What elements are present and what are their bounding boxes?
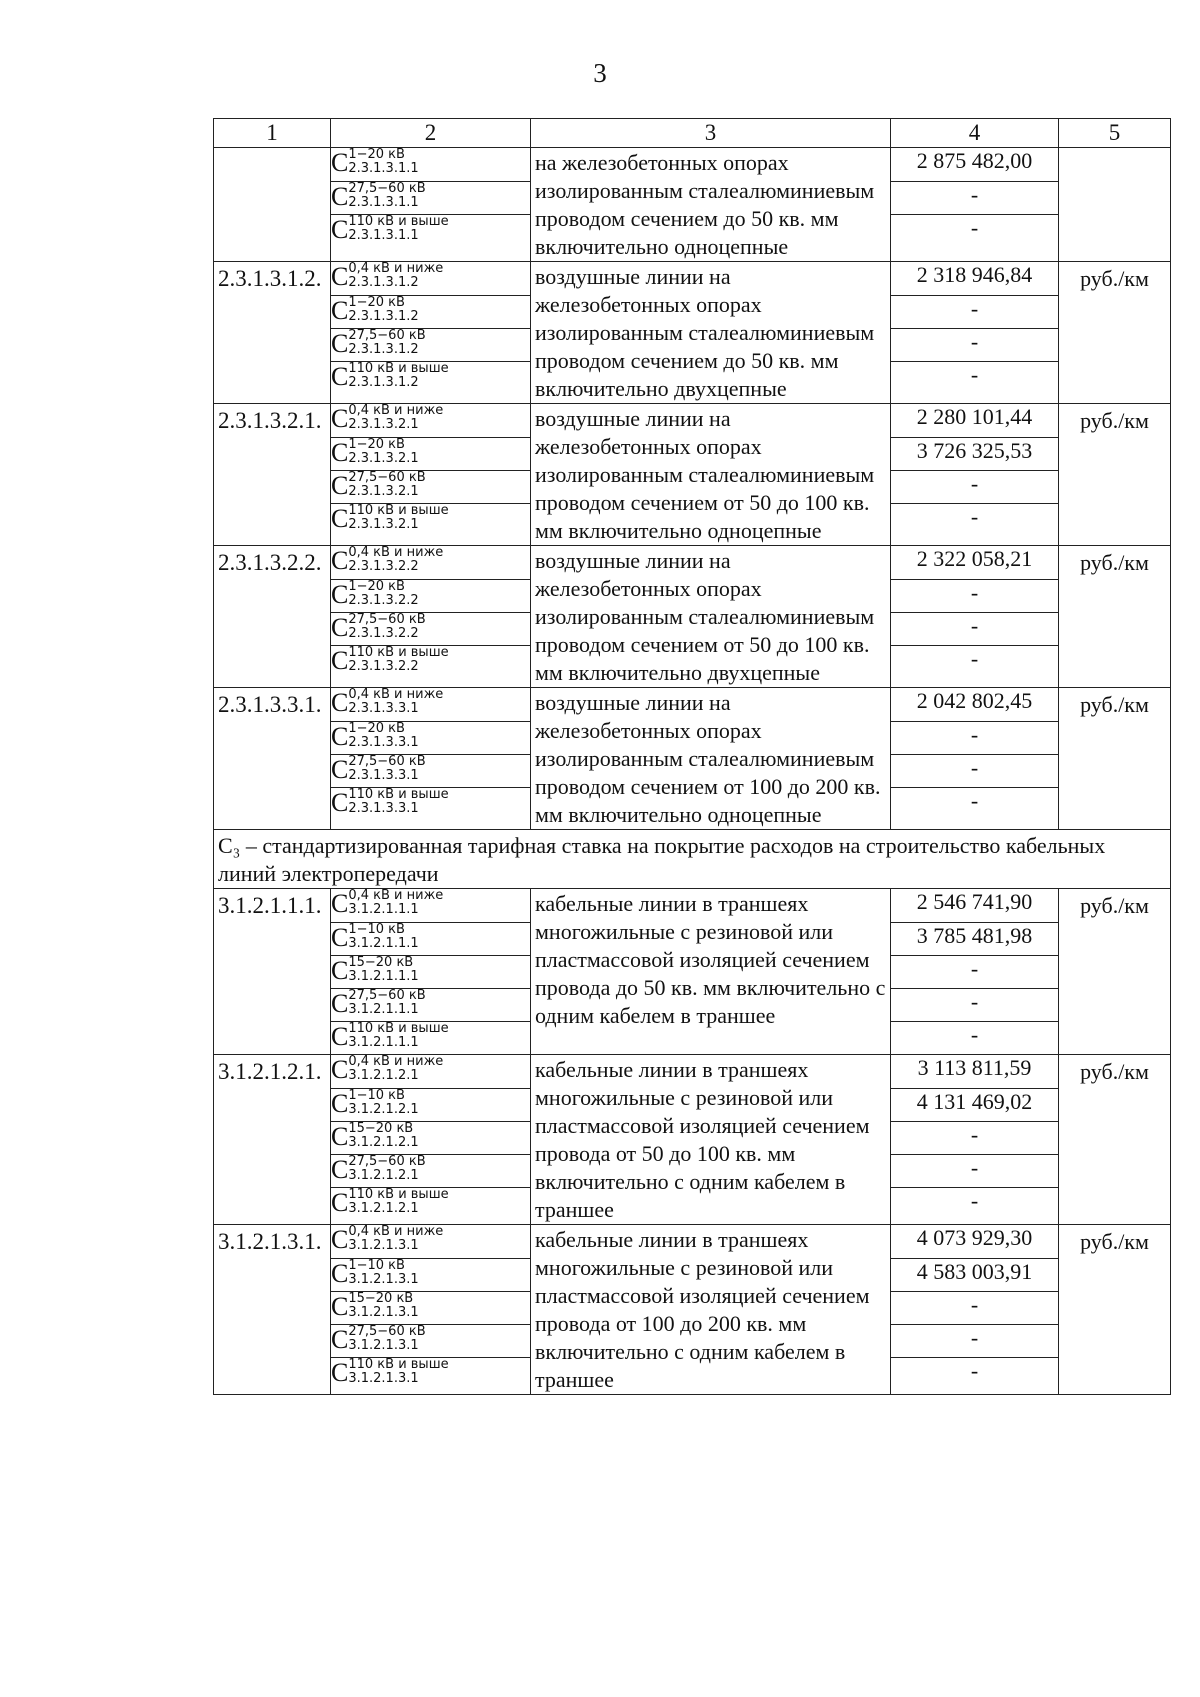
rate-value: -: [891, 328, 1058, 361]
table-row: [214, 546, 1171, 688]
voltage-superscript: 110 кВ и выше: [348, 644, 449, 660]
voltage-superscript: 1−10 кВ: [348, 921, 405, 937]
unit-label: руб./км: [1059, 688, 1171, 830]
voltage-superscript: 27,5−60 кВ: [348, 987, 426, 1003]
rate-symbol: [331, 754, 530, 787]
index-subscript: 2.3.1.3.1.1: [348, 161, 419, 176]
rate-symbol: [331, 470, 530, 503]
rate-letter: C: [331, 181, 349, 211]
index-subscript: 2.3.1.3.1.2: [348, 308, 419, 324]
row-number: 3.1.2.1.3.1.: [214, 1225, 331, 1395]
rate-letter: C: [331, 988, 349, 1018]
rate-symbol: [331, 612, 530, 645]
rate-symbol: [331, 1121, 530, 1154]
index-subscript: 3.1.2.1.2.1: [348, 1134, 419, 1150]
rate-symbol: [331, 955, 530, 988]
rate-value: -: [891, 361, 1058, 394]
page-number: 3: [593, 58, 607, 88]
rate-value: -: [891, 503, 1058, 536]
line-description: воздушные линии на железобетонных опорах изолированным сталеалюминиевым проводом сечением от 100 до 200 кв. мм включительно одноцепные: [531, 688, 891, 830]
index-subscript: 2.3.1.3.1.1: [348, 227, 419, 243]
index-subscript: 3.1.2.1.3.1: [348, 1304, 419, 1320]
column-header: 5: [1059, 119, 1171, 148]
rate-value: -: [891, 645, 1058, 678]
formula-cell: [331, 688, 531, 830]
section-heading: С₃ – стандартизированная тарифная ставка на покрытие расходов на строительство кабельных линий электропередачи: [214, 830, 1171, 889]
unit-label: руб./км: [1059, 546, 1171, 688]
rate-values-cell: [891, 1225, 1059, 1395]
rate-value: -: [891, 988, 1058, 1021]
line-description: воздушные линии на железобетонных опорах изолированным сталеалюминиевым проводом сечением от 50 до 100 кв. мм включительно одноцепные: [531, 404, 891, 546]
rate-letter: C: [331, 1258, 349, 1288]
table-row: [214, 688, 1171, 830]
rate-letter: C: [331, 612, 349, 642]
voltage-superscript: 1−20 кВ: [348, 294, 405, 310]
rate-value: -: [891, 1154, 1058, 1187]
voltage-superscript: 0,4 кВ и ниже: [348, 1054, 444, 1069]
index-subscript: 3.1.2.1.2.1: [348, 1101, 419, 1117]
unit-label: [1059, 148, 1171, 262]
rate-letter: C: [331, 1121, 349, 1151]
index-subscript: 2.3.1.3.2.1: [348, 450, 419, 466]
voltage-superscript: 1−20 кВ: [348, 720, 405, 736]
unit-label: руб./км: [1059, 404, 1171, 546]
rate-value: 2 318 946,84: [916, 262, 1033, 287]
row-number: 3.1.2.1.1.1.: [214, 889, 331, 1055]
index-subscript: 3.1.2.1.3.1: [348, 1370, 419, 1386]
table-row: [214, 1225, 1171, 1395]
rate-symbol: [331, 262, 530, 295]
rate-values-cell: [891, 546, 1059, 688]
rate-values-cell: [891, 148, 1059, 262]
rate-letter: C: [331, 503, 349, 533]
voltage-superscript: 15−20 кВ: [348, 954, 414, 970]
column-header: 3: [531, 119, 891, 148]
rate-value: -: [891, 721, 1058, 754]
index-subscript: 2.3.1.3.1.2: [348, 341, 419, 357]
index-subscript: 3.1.2.1.1.1: [348, 1001, 419, 1017]
column-header: 2: [331, 119, 531, 148]
rate-value: 2 546 741,90: [916, 889, 1033, 914]
index-subscript: 2.3.1.3.2.1: [348, 516, 419, 532]
rate-value: 2 875 482,00: [916, 148, 1033, 173]
voltage-superscript: 110 кВ и выше: [348, 502, 449, 518]
rate-value: 4 583 003,91: [891, 1258, 1058, 1291]
formula-cell: [331, 1055, 531, 1225]
rate-letter: C: [331, 1324, 349, 1354]
column-header: 4: [891, 119, 1059, 148]
rate-value: 2 042 802,45: [916, 688, 1033, 713]
index-subscript: 3.1.2.1.1.1: [348, 902, 419, 917]
table-row: [214, 404, 1171, 546]
rate-value: -: [891, 579, 1058, 612]
rate-values-cell: [891, 889, 1059, 1055]
rate-letter: C: [331, 262, 349, 291]
unit-label: руб./км: [1059, 889, 1171, 1055]
index-subscript: 3.1.2.1.3.1: [348, 1337, 419, 1353]
rate-value: 2 280 101,44: [916, 404, 1033, 429]
rate-letter: C: [331, 1055, 349, 1084]
rate-symbol: [331, 579, 530, 612]
tariff-table: [213, 118, 1171, 1395]
rate-letter: C: [331, 546, 349, 575]
rate-value: 2 322 058,21: [916, 546, 1033, 571]
rate-value: -: [891, 1021, 1058, 1054]
rate-values-cell: [891, 262, 1059, 404]
formula-cell: [331, 262, 531, 404]
index-subscript: 2.3.1.3.3.1: [348, 734, 419, 750]
rate-symbol: [331, 889, 530, 922]
voltage-superscript: 27,5−60 кВ: [348, 469, 426, 485]
rate-value: 4 073 929,30: [916, 1225, 1033, 1250]
table-row: [214, 262, 1171, 404]
voltage-superscript: 1−20 кВ: [348, 147, 405, 162]
rate-letter: C: [331, 1187, 349, 1217]
rate-value: -: [891, 955, 1058, 988]
rate-symbol: [331, 1258, 530, 1291]
rate-symbol: [331, 1187, 530, 1220]
index-subscript: 2.3.1.3.1.1: [348, 194, 419, 210]
voltage-superscript: 1−10 кВ: [348, 1257, 405, 1273]
rate-values-cell: [891, 1055, 1059, 1225]
section-heading-row: [214, 830, 1171, 889]
index-subscript: 2.3.1.3.1.2: [348, 374, 419, 390]
voltage-superscript: 110 кВ и выше: [348, 360, 449, 376]
overhead-lines-rows: [214, 148, 1171, 830]
rate-values-cell: [891, 688, 1059, 830]
voltage-superscript: 0,4 кВ и ниже: [348, 545, 444, 560]
rate-letter: C: [331, 1088, 349, 1118]
rate-letter: C: [331, 437, 349, 467]
rate-value: -: [891, 1291, 1058, 1324]
rate-values-cell: [891, 404, 1059, 546]
voltage-superscript: 1−20 кВ: [348, 578, 405, 594]
rate-symbol: [331, 437, 530, 470]
rate-value: 3 726 325,53: [891, 437, 1058, 470]
rate-symbol: [331, 546, 530, 579]
rate-symbol: [331, 1291, 530, 1324]
voltage-superscript: 0,4 кВ и ниже: [348, 261, 444, 276]
index-subscript: 2.3.1.3.2.2: [348, 592, 419, 608]
voltage-superscript: 110 кВ и выше: [348, 786, 449, 802]
voltage-superscript: 27,5−60 кВ: [348, 753, 426, 769]
row-number: 2.3.1.3.2.2.: [214, 546, 331, 688]
rate-letter: C: [331, 214, 349, 244]
rate-value: -: [891, 787, 1058, 820]
rate-value: -: [891, 1324, 1058, 1357]
voltage-superscript: 110 кВ и выше: [348, 213, 449, 229]
rate-symbol: [331, 1055, 530, 1088]
table-row: [214, 148, 1171, 262]
row-number: 3.1.2.1.2.1.: [214, 1055, 331, 1225]
voltage-superscript: 27,5−60 кВ: [348, 327, 426, 343]
voltage-superscript: 0,4 кВ и ниже: [348, 1224, 444, 1239]
rate-symbol: [331, 988, 530, 1021]
rate-letter: C: [331, 579, 349, 609]
rate-symbol: [331, 1088, 530, 1121]
rate-letter: C: [331, 328, 349, 358]
cable-lines-rows: [214, 889, 1171, 1395]
rate-value: -: [891, 1121, 1058, 1154]
index-subscript: 2.3.1.3.2.1: [348, 483, 419, 499]
rate-letter: C: [331, 295, 349, 325]
index-subscript: 3.1.2.1.3.1: [348, 1238, 419, 1253]
index-subscript: 3.1.2.1.3.1: [348, 1271, 419, 1287]
rate-symbol: [331, 295, 530, 328]
rate-letter: C: [331, 404, 349, 433]
rate-value: -: [891, 470, 1058, 503]
index-subscript: 3.1.2.1.1.1: [348, 968, 419, 984]
rate-symbol: [331, 404, 530, 437]
rate-letter: C: [331, 361, 349, 391]
row-number: 2.3.1.3.1.2.: [214, 262, 331, 404]
rate-symbol: [331, 1154, 530, 1187]
rate-symbol: [331, 148, 530, 181]
index-subscript: 2.3.1.3.2.2: [348, 658, 419, 674]
rate-symbol: [331, 721, 530, 754]
index-subscript: 2.3.1.3.2.1: [348, 417, 419, 432]
index-subscript: 3.1.2.1.1.1: [348, 935, 419, 951]
rate-letter: C: [331, 470, 349, 500]
formula-cell: [331, 1225, 531, 1395]
row-number: 2.3.1.3.2.1.: [214, 404, 331, 546]
line-description: кабельные линии в траншеях многожильные с резиновой или пластмассовой изоляцией сечением провода до 50 кв. мм включительно с одним кабелем в траншее: [531, 889, 891, 1055]
index-subscript: 3.1.2.1.2.1: [348, 1068, 419, 1083]
rate-value: -: [891, 612, 1058, 645]
voltage-superscript: 0,4 кВ и ниже: [348, 888, 444, 903]
rate-letter: C: [331, 148, 349, 177]
unit-label: руб./км: [1059, 1055, 1171, 1225]
column-number-header: [214, 119, 1171, 148]
rate-symbol: [331, 361, 530, 394]
formula-cell: [331, 404, 531, 546]
rate-value: -: [891, 754, 1058, 787]
rate-symbol: [331, 1225, 530, 1258]
rate-symbol: [331, 1357, 530, 1390]
rate-letter: C: [331, 1021, 349, 1051]
rate-value: 3 785 481,98: [891, 922, 1058, 955]
index-subscript: 3.1.2.1.1.1: [348, 1034, 419, 1050]
rate-value: 4 131 469,02: [891, 1088, 1058, 1121]
rate-symbol: [331, 645, 530, 678]
index-subscript: 3.1.2.1.2.1: [348, 1167, 419, 1183]
formula-cell: [331, 148, 531, 262]
rate-value: 3 113 811,59: [917, 1055, 1032, 1080]
row-number: [214, 148, 331, 262]
column-header: 1: [214, 119, 331, 148]
table-row: [214, 1055, 1171, 1225]
rate-symbol: [331, 181, 530, 214]
index-subscript: 2.3.1.3.2.2: [348, 559, 419, 574]
voltage-superscript: 0,4 кВ и ниже: [348, 403, 444, 418]
rate-symbol: [331, 922, 530, 955]
rate-letter: C: [331, 922, 349, 952]
rate-letter: C: [331, 1357, 349, 1387]
index-subscript: 2.3.1.3.3.1: [348, 800, 419, 816]
index-subscript: 2.3.1.3.1.2: [348, 275, 419, 290]
voltage-superscript: 110 кВ и выше: [348, 1356, 449, 1372]
voltage-superscript: 110 кВ и выше: [348, 1020, 449, 1036]
voltage-superscript: 15−20 кВ: [348, 1290, 414, 1306]
line-description: кабельные линии в траншеях многожильные с резиновой или пластмассовой изоляцией сечением провода от 100 до 200 кв. мм включительно с одним кабелем в траншее: [531, 1225, 891, 1395]
formula-cell: [331, 546, 531, 688]
rate-symbol: [331, 1021, 530, 1054]
index-subscript: 3.1.2.1.2.1: [348, 1200, 419, 1216]
rate-symbol: [331, 503, 530, 536]
rate-value: -: [891, 295, 1058, 328]
rate-symbol: [331, 787, 530, 820]
voltage-superscript: 1−20 кВ: [348, 436, 405, 452]
voltage-superscript: 15−20 кВ: [348, 1120, 414, 1136]
table-row: [214, 889, 1171, 1055]
rate-symbol: [331, 328, 530, 361]
rate-letter: C: [331, 1225, 349, 1254]
unit-label: руб./км: [1059, 262, 1171, 404]
index-subscript: 2.3.1.3.3.1: [348, 767, 419, 783]
voltage-superscript: 27,5−60 кВ: [348, 1323, 426, 1339]
rate-letter: C: [331, 1291, 349, 1321]
index-subscript: 2.3.1.3.2.2: [348, 625, 419, 641]
rate-letter: C: [331, 688, 349, 717]
voltage-superscript: 27,5−60 кВ: [348, 180, 426, 196]
rate-letter: C: [331, 721, 349, 751]
rate-symbol: [331, 688, 530, 721]
rate-letter: C: [331, 1154, 349, 1184]
rate-letter: C: [331, 645, 349, 675]
rate-value: -: [891, 1187, 1058, 1220]
voltage-superscript: 27,5−60 кВ: [348, 611, 426, 627]
line-description: на железобетонных опорах изолированным сталеалюминиевым проводом сечением до 50 кв. мм включительно одноцепные: [531, 148, 891, 262]
line-description: воздушные линии на железобетонных опорах изолированным сталеалюминиевым проводом сечением от 50 до 100 кв. мм включительно двухцепные: [531, 546, 891, 688]
voltage-superscript: 1−10 кВ: [348, 1087, 405, 1103]
rate-value: -: [891, 214, 1058, 247]
rate-value: -: [891, 1357, 1058, 1390]
rate-value: -: [891, 181, 1058, 214]
rate-letter: C: [331, 955, 349, 985]
index-subscript: 2.3.1.3.3.1: [348, 701, 419, 716]
voltage-superscript: 27,5−60 кВ: [348, 1153, 426, 1169]
rate-letter: C: [331, 889, 349, 918]
unit-label: руб./км: [1059, 1225, 1171, 1395]
voltage-superscript: 110 кВ и выше: [348, 1186, 449, 1202]
row-number: 2.3.1.3.3.1.: [214, 688, 331, 830]
line-description: кабельные линии в траншеях многожильные с резиновой или пластмассовой изоляцией сечением провода от 50 до 100 кв. мм включительно с одним кабелем в траншее: [531, 1055, 891, 1225]
formula-cell: [331, 889, 531, 1055]
rate-symbol: [331, 1324, 530, 1357]
rate-symbol: [331, 214, 530, 247]
voltage-superscript: 0,4 кВ и ниже: [348, 687, 444, 702]
rate-letter: C: [331, 787, 349, 817]
line-description: воздушные линии на железобетонных опорах изолированным сталеалюминиевым проводом сечением до 50 кв. мм включительно двухцепные: [531, 262, 891, 404]
rate-letter: C: [331, 754, 349, 784]
